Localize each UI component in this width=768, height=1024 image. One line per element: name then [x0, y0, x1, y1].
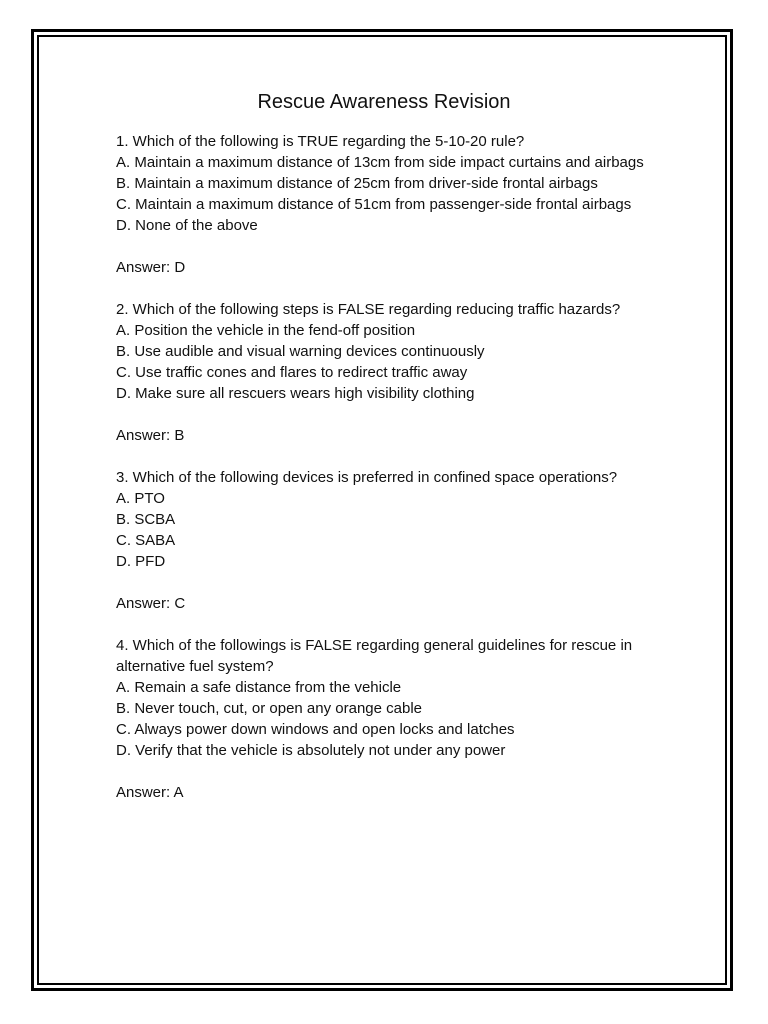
answer-option: B. Never touch, cut, or open any orange cable	[116, 700, 423, 717]
answer-text: Answer: C	[116, 595, 186, 612]
answer-option: C. SABA	[116, 532, 176, 549]
question-block	[116, 467, 656, 572]
question-text: 2. Which of the following steps is FALSE regarding reducing traffic hazards?	[116, 301, 621, 318]
answer-option: D. PFD	[116, 553, 166, 570]
answer-option: D. Verify that the vehicle is absolutely not under any power	[116, 742, 506, 759]
answer-option: A. PTO	[116, 490, 165, 507]
answer-text: Answer: A	[116, 784, 184, 801]
answer-option: B. Maintain a maximum distance of 25cm from driver-side frontal airbags	[116, 175, 598, 192]
answer-option: C. Always power down windows and open locks and latches	[116, 721, 515, 738]
answer-option: A. Remain a safe distance from the vehicle	[116, 679, 402, 696]
question-block	[116, 131, 656, 236]
answer-text: Answer: B	[116, 427, 185, 444]
answer-option: B. Use audible and visual warning devices continuously	[116, 343, 485, 360]
question-text: 1. Which of the following is TRUE regarding the 5-10-20 rule?	[116, 133, 525, 150]
page-title: Rescue Awareness Revision	[257, 91, 511, 113]
question-list	[116, 131, 656, 824]
question-text: 4. Which of the followings is FALSE regarding general guidelines for rescue in alternative fuel system?	[116, 637, 637, 675]
answer-text: Answer: D	[116, 259, 186, 276]
answer-option: D. Make sure all rescuers wears high visibility clothing	[116, 385, 475, 402]
question-block	[116, 635, 656, 761]
answer-option: D. None of the above	[116, 217, 258, 234]
question-block	[116, 299, 656, 404]
answer-option: C. Use traffic cones and flares to redirect traffic away	[116, 364, 468, 381]
answer-option: B. SCBA	[116, 511, 176, 528]
answer-option: A. Maintain a maximum distance of 13cm from side impact curtains and airbags	[116, 154, 644, 171]
answer-option: A. Position the vehicle in the fend-off position	[116, 322, 416, 339]
answer-option: C. Maintain a maximum distance of 51cm from passenger-side frontal airbags	[116, 196, 632, 213]
question-text: 3. Which of the following devices is preferred in confined space operations?	[116, 469, 618, 486]
